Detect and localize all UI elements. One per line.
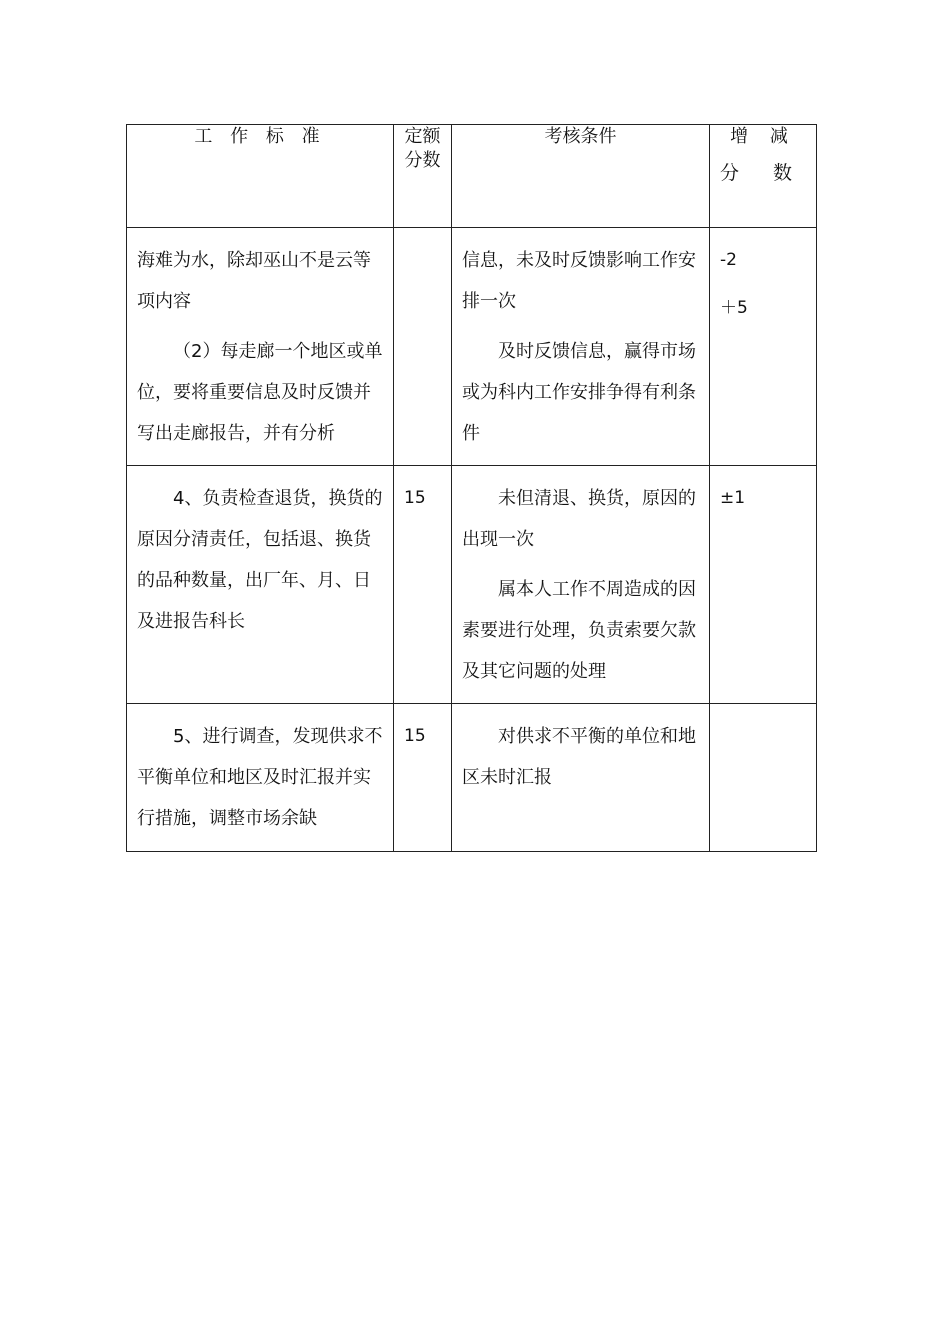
conditions-cell [452,466,710,704]
quota-cell [394,704,452,852]
standard-text: （2）每走廊一个地区或单位，要将重要信息及时反馈并写出走廊报告，并有分析 [137,341,383,444]
header-conditions-label: 考核条件 [544,126,617,147]
header-adjust-score [710,125,817,228]
conditions-cell [452,228,710,466]
assessment-table [126,124,817,852]
standard-text: 4、负责检查退货，换货的原因分清责任，包括退、换货的品种数量，出厂年、月、日及进报告科长 [137,488,383,632]
adjust-value: ±1 [720,488,746,508]
table-row [127,466,817,704]
header-quota-line2: 分数 [404,150,441,171]
condition-text: 信息，未及时反馈影响工作安排一次 [462,250,696,312]
adjust-value: -2 [720,250,737,270]
standard-cell [127,466,394,704]
standard-text: 海难为水，除却巫山不是云等项内容 [137,250,371,312]
header-adjust-line1: 增 减 [730,126,796,147]
header-quota-score [394,125,452,228]
quota-value: 15 [404,726,426,746]
adjust-cell [710,466,817,704]
table-header-row [127,125,817,228]
header-quota-line1: 定额 [404,126,441,147]
condition-text: 及时反馈信息，赢得市场或为科内工作安排争得有利条件 [462,341,696,444]
standard-cell [127,228,394,466]
standard-text: 5、进行调查，发现供求不平衡单位和地区及时汇报并实行措施，调整市场余缺 [137,726,383,829]
quota-value [394,228,451,248]
conditions-cell [452,704,710,852]
header-work-standard [127,125,394,228]
condition-text: 属本人工作不周造成的因素要进行处理，负责索要欠款及其它问题的处理 [462,579,696,682]
quota-cell [394,228,452,466]
adjust-cell [710,228,817,466]
table-row [127,228,817,466]
adjust-value: ＋5 [720,298,748,318]
quota-cell [394,466,452,704]
header-work-standard-label: 工 作 标 准 [194,126,326,147]
condition-text: 对供求不平衡的单位和地区未时汇报 [462,726,696,788]
quota-value: 15 [404,488,426,508]
header-adjust-line2: 分 数 [719,162,807,184]
table-row [127,704,817,852]
adjust-cell [710,704,817,852]
condition-text: 未但清退、换货，原因的出现一次 [462,488,696,550]
standard-cell [127,704,394,852]
header-assessment-conditions [452,125,710,228]
